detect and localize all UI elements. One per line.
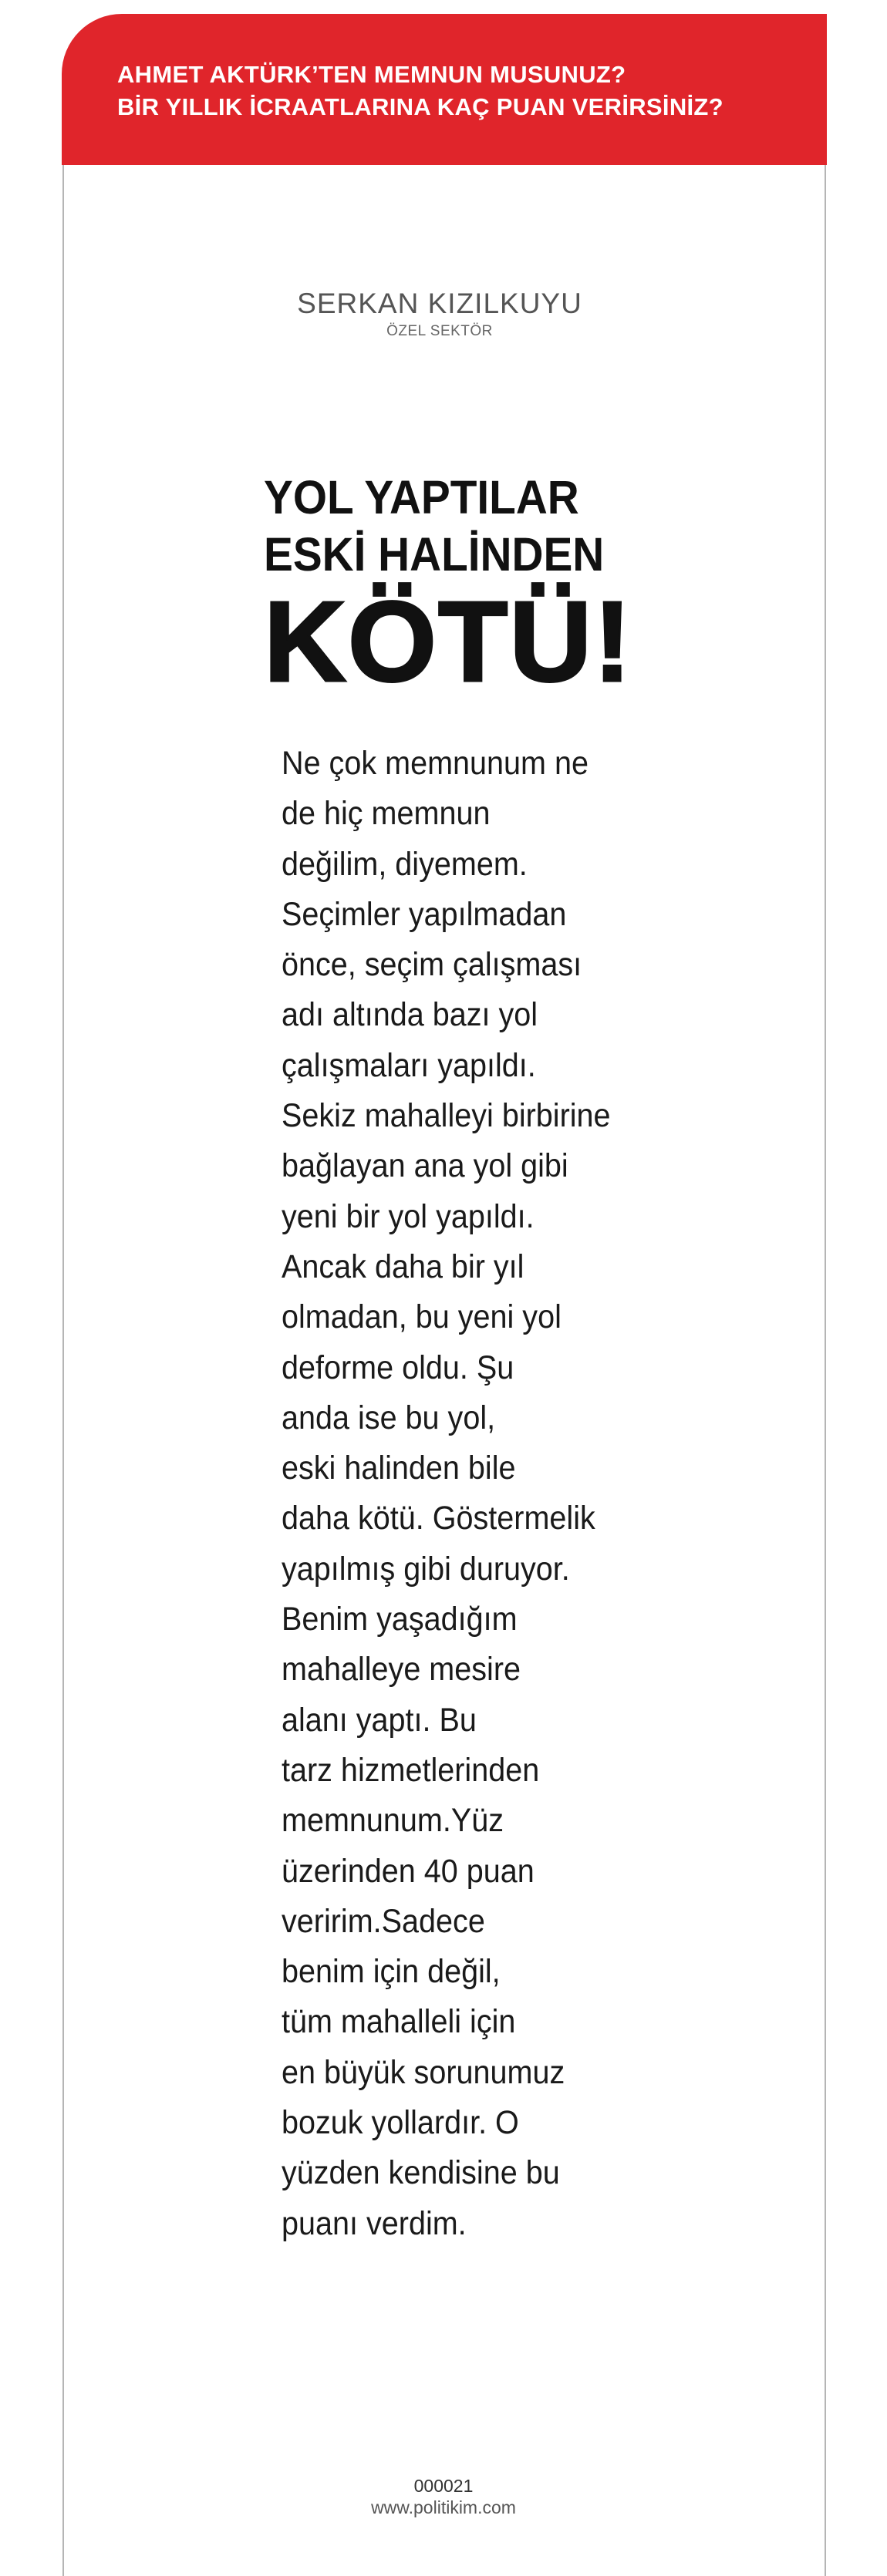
article-body-line: alanı yaptı. Bu: [282, 1701, 477, 1739]
footer: [309, 2475, 578, 2518]
headline: [264, 469, 665, 705]
article-body-line: Benim yaşadığım: [282, 1601, 518, 1638]
question-banner: [62, 14, 827, 165]
article-body-line: memnunum.Yüz: [282, 1802, 504, 1840]
article-body-line: eski halinden bile: [282, 1450, 516, 1487]
article-body-line: mahalleye mesire: [282, 1651, 521, 1689]
frame-right-border: [825, 165, 826, 2576]
banner-question-line-2: BİR YILLIK İCRAATLARINA KAÇ PUAN VERİRSİNİZ?: [117, 93, 723, 120]
frame-left-border: [62, 165, 64, 2576]
article-body-line: puanı verdim.: [282, 2204, 467, 2242]
article-body-line: olmadan, bu yeni yol: [282, 1298, 562, 1336]
article-body-line: bozuk yollardır. O: [282, 2104, 519, 2142]
article-body-line: deforme oldu. Şu: [282, 1349, 514, 1386]
article-body-line: tarz hizmetlerinden: [282, 1751, 540, 1789]
headline-line-1: YOL YAPTILAR: [264, 471, 579, 524]
article-body-line: veririm.Sadece: [282, 1902, 485, 1940]
article-body-line: Ancak daha bir yıl: [282, 1248, 524, 1285]
article-body-line: önce, seçim çalışması: [282, 946, 582, 984]
article-body-line: de hiç memnun: [282, 795, 491, 833]
footer-website-url: www.politikim.com: [371, 2497, 516, 2517]
author-block: [255, 287, 625, 341]
article-body-line: Sekiz mahalleyi birbirine: [282, 1097, 611, 1135]
headline-emphasis: KÖTÜ!: [264, 578, 633, 705]
author-name: SERKAN KIZILKUYU: [297, 288, 582, 319]
article-body-line: adı altında bazı yol: [282, 996, 538, 1034]
banner-question-line-1: AHMET AKTÜRK’TEN MEMNUN MUSUNUZ?: [117, 61, 626, 88]
article-body-line: daha kötü. Göstermelik: [282, 1500, 595, 1537]
article-body-line: Ne çok memnunum ne: [282, 745, 589, 782]
article-body-line: yapılmış gibi duruyor.: [282, 1550, 570, 1588]
article-body-line: Seçimler yapılmadan: [282, 895, 567, 933]
headline-line-2: ESKİ HALİNDEN: [264, 528, 605, 581]
article-body-line: yeni bir yol yapıldı.: [282, 1197, 535, 1235]
author-role: ÖZEL SEKTÖR: [386, 323, 493, 339]
article-body: [282, 739, 683, 2249]
article-body-line: yüzden kendisine bu: [282, 2154, 560, 2192]
article-body-line: çalışmaları yapıldı.: [282, 1046, 536, 1084]
article-body-line: benim için değil,: [282, 1953, 501, 1991]
article-body-line: tüm mahalleli için: [282, 2003, 516, 2041]
article-body-line: değilim, diyemem.: [282, 845, 528, 883]
footer-page-code: 000021: [413, 2476, 474, 2496]
article-body-line: en büyük sorunumuz: [282, 2053, 565, 2091]
article-body-line: üzerinden 40 puan: [282, 1852, 535, 1890]
article-body-line: anda ise bu yol,: [282, 1399, 496, 1436]
article-body-line: bağlayan ana yol gibi: [282, 1147, 568, 1185]
